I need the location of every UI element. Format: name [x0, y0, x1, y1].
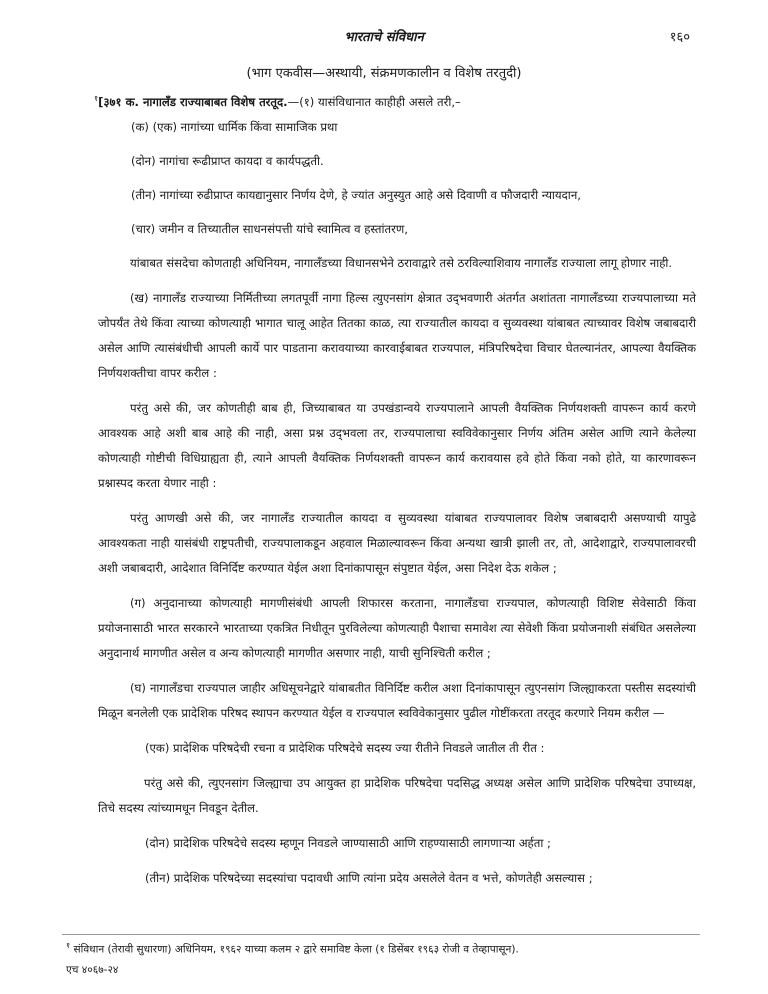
- article-title: [३७१ क. नागालँड राज्याबाबत विशेष तरतूद.: [98, 94, 288, 109]
- footnote: [66, 940, 519, 957]
- part-heading: (भाग एकवीस—अस्थायी, संक्रमणकालीन व विशेष तरतुदी): [246, 66, 522, 81]
- article-heading-line: [94, 86, 696, 115]
- running-header-title: भारताचे संविधान: [344, 30, 424, 45]
- clause-kha-proviso-1: परंतु असे की, जर कोणतीही बाब ही, जिच्याबाबत या उपखंडान्वये राज्यपालाने आपली वैयक्तिक निर्णयशक्ती वापरून कार्य करणे आवश्यक आहे अशी बाब आहे की नाही, असा प्रश्न उद्‌भवला तर, राज्यपालाचा स्वविवेकानुसार निर्णय अंतिम असेल आणि त्याने केलेल्या कोणत्याही गोष्टीची विधिग्राह्यता ही, त्याने आपली वैयक्तिक निर्णयशक्ती वापरून कार्य करावयास हवे होते किंवा नको होते, या कारणावरून प्रश्नास्पद करता येणार नाही :: [98, 400, 696, 490]
- clause-gha-item-2: (दोन) प्रादेशिक परिषदेचे सदस्य म्हणून निवडले जाण्यासाठी आणि राहण्यासाठी लागणाऱ्या अर्हता ;: [145, 835, 551, 850]
- clause-kha-proviso-2: परंतु आणखी असे की, जर नागालँड राज्यातील कायदा व सुव्यवस्था यांबाबत राज्यपालावर विशेष जबाबदारी असण्याची यापुढे आवश्यकता नाही यासंबंधी राष्ट्रपतीची, राज्यपालाकडून अहवाल मिळाल्यावरून किंवा अन्यथा खात्री झाली तर, तो, आदेशाद्वारे, राज्यपालावरची अशी जबाबदारी, आदेशात विनिर्दिष्ट करण्यात येईल अशा दिनांकापासून संपुष्टात येईल, असा निदेश देऊ शकेल ;: [98, 510, 696, 575]
- print-code: एच ४०६७-२४: [66, 964, 119, 976]
- clause-gha-item-1-proviso: परंतु असे की, त्युएनसांग जिल्ह्याचा उप आयुक्त हा प्रादेशिक परिषदेचा पदसिद्ध अध्यक्ष असेल आणि प्रादेशिक परिषदेचा उपाध्यक्ष, तिचे सदस्य त्यांच्यामधून निवडून देतील.: [98, 775, 696, 815]
- clause-ka-closing: यांबाबत संसदेचा कोणताही अधिनियम, नागालँडच्या विधानसभेने ठरावाद्वारे तसे ठरविल्याशिवाय नागालँड राज्याला लागू होणार नाही.: [130, 255, 673, 270]
- clause-ka-item-1: (क) (एक) नागांच्या धार्मिक किंवा सामाजिक प्रथा: [131, 119, 338, 134]
- clause-kha: (ख) नागालँड राज्याच्या निर्मितीच्या लगतपूर्वी नागा हिल्स त्युएनसांग क्षेत्रात उद्‌भवणारी अंतर्गत अशांतता नागालँडच्या राज्यपालाच्या मते जोपर्यंत तेथे किंवा त्याच्या कोणत्याही भागात चालू आहेत तितका काळ, त्या राज्यातील कायदा व सुव्यवस्था यांबाबत त्याच्यावर विशेष जबाबदारी असेल आणि त्यासंबंधीची आपली कार्ये पार पाडताना करावयाच्या कारवाईबाबत राज्यपाल, मंत्रिपरिषदेचा विचार घेतल्यानंतर, आपल्या वैयक्तिक निर्णयशक्तीचा वापर करील :: [98, 290, 696, 380]
- article-body: [94, 86, 696, 901]
- clause-ka-item-2: (दोन) नागांचा रूढीप्राप्त कायदा व कार्यपद्धती.: [131, 153, 324, 168]
- footnote-divider: [62, 934, 700, 935]
- page-number: १६०: [669, 30, 690, 45]
- clause-ga: (ग) अनुदानाच्या कोणत्याही मागणीसंबंधी आपली शिफारस करताना, नागालँडचा राज्यपाल, कोणत्याही विशिष्ट सेवेसाठी किंवा प्रयोजनासाठी भारत सरकारने भारताच्या एकत्रित निधीतून पुरविलेल्या कोणत्याही पैशाचा समावेश त्या सेवेशी किंवा प्रयोजनाशी संबंधित असलेल्या अनुदानार्थ मागणीत असेल व अन्य कोणत्याही मागणीत असणार नाही, याची सुनिश्चिती करील ;: [98, 595, 696, 660]
- clause-gha: (घ) नागालँडचा राज्यपाल जाहीर अधिसूचनेद्वारे यांबाबतीत विनिर्दिष्ट करील अशा दिनांकापासून त्युएनसांग जिल्ह्याकरता पस्तीस सदस्यांची मिळून बनलेली एक प्रादेशिक परिषद स्थापन करण्यात येईल व राज्यपाल स्वविवेकानुसार पुढील गोष्टींकरता तरतूद करणारे नियम करील —: [98, 680, 696, 720]
- footnote-marker[interactable]: १: [94, 94, 99, 103]
- footnote-text: संविधान (तेरावी सुधारणा) अधिनियम, १९६२ याच्या कलम २ द्वारे समाविष्ट केला (१ डिसेंबर १९६३ रोजी व तेव्हापासून).: [73, 943, 519, 956]
- clause-ka-item-3: (तीन) नागांच्या रुढीप्राप्त कायद्यानुसार निर्णय देणे, हे ज्यांत अनुस्युत आहे असे दिवाणी व फौजदारी न्यायदान,: [131, 187, 581, 202]
- article-intro: —(१) यासंविधानात काहीही असले तरी,–: [287, 94, 461, 109]
- clause-gha-item-1: (एक) प्रादेशिक परिषदेची रचना व प्रादेशिक परिषदेचे सदस्य ज्या रीतीने निवडले जातील ती रीत :: [145, 740, 545, 755]
- footnote-number: १: [66, 941, 71, 950]
- clause-ka-item-4: (चार) जमीन व तिच्यातील साधनसंपत्ती यांचे स्वामित्व व हस्तांतरण,: [131, 221, 408, 236]
- clause-gha-item-3: (तीन) प्रादेशिक परिषदेच्या सदस्यांचा पदावधी आणि त्यांना प्रदेय असलेले वेतन व भत्ते, कोणतेही असल्यास ;: [145, 870, 593, 885]
